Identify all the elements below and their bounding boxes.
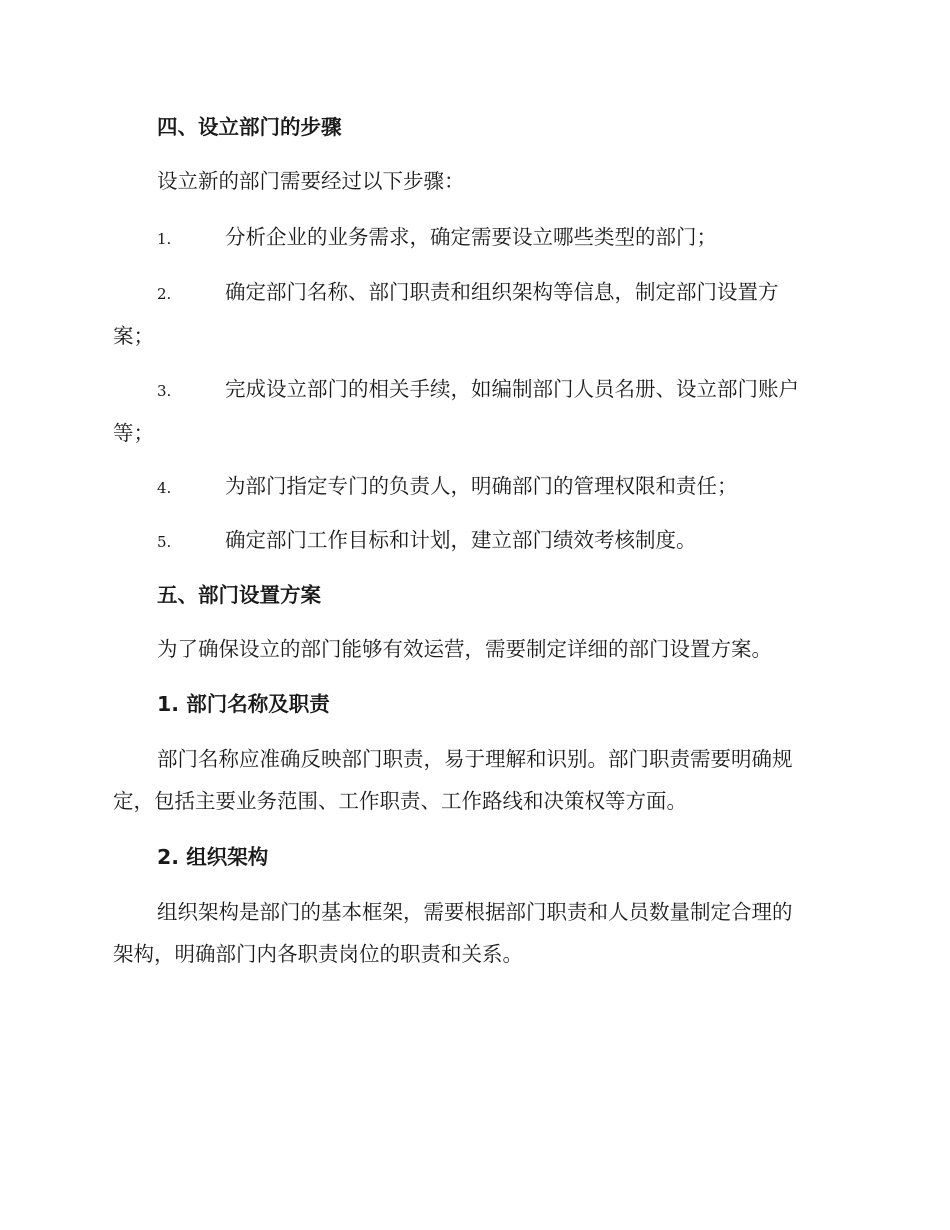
section-heading-steps: 四、设立部门的步骤 bbox=[157, 115, 342, 139]
paragraph-org-structure bbox=[113, 891, 833, 975]
paragraph-line: 组织架构是部门的基本框架，需要根据部门职责和人员数量制定合理的 bbox=[157, 900, 793, 924]
paragraph-line: 为了确保设立的部门能够有效运营，需要制定详细的部门设置方案。 bbox=[157, 637, 772, 661]
paragraph-name-duties bbox=[113, 738, 833, 822]
paragraph-line: 部门名称应准确反映部门职责，易于理解和识别。部门职责需要明确规 bbox=[157, 747, 793, 771]
list-item-step-3 bbox=[113, 368, 833, 454]
list-number: 5. bbox=[157, 533, 172, 551]
list-item-text: 确定部门名称、部门职责和组织架构等信息，制定部门设置方 bbox=[225, 280, 779, 304]
list-item-text: 完成设立部门的相关手续，如编制部门人员名册、设立部门账户 bbox=[225, 377, 799, 401]
section-heading-plan: 五、部门设置方案 bbox=[157, 583, 321, 607]
list-item-step-4 bbox=[113, 465, 833, 509]
list-item-text: 分析企业的业务需求，确定需要设立哪些类型的部门； bbox=[225, 225, 717, 249]
list-item-continuation: 案； bbox=[113, 324, 154, 348]
list-item-continuation: 等； bbox=[113, 421, 154, 445]
paragraph-line: 设立新的部门需要经过以下步骤： bbox=[157, 169, 465, 193]
paragraph-plan-intro bbox=[113, 628, 833, 670]
paragraph-line: 定，包括主要业务范围、工作职责、工作路线和决策权等方面。 bbox=[113, 789, 687, 813]
list-number: 1. bbox=[157, 230, 172, 248]
subheading-org-structure: 2. 组织架构 bbox=[157, 845, 269, 869]
list-item-step-2 bbox=[113, 271, 833, 357]
list-item-step-1 bbox=[113, 216, 833, 260]
list-item-step-5 bbox=[113, 519, 833, 563]
list-number: 2. bbox=[157, 285, 172, 303]
subheading-name-duties: 1. 部门名称及职责 bbox=[157, 692, 330, 716]
list-item-text: 确定部门工作目标和计划，建立部门绩效考核制度。 bbox=[225, 528, 697, 552]
paragraph-line: 架构，明确部门内各职责岗位的职责和关系。 bbox=[113, 942, 523, 966]
list-number: 3. bbox=[157, 382, 172, 400]
paragraph-steps-intro bbox=[113, 160, 833, 202]
list-number: 4. bbox=[157, 479, 172, 497]
list-item-text: 为部门指定专门的负责人，明确部门的管理权限和责任； bbox=[225, 474, 738, 498]
